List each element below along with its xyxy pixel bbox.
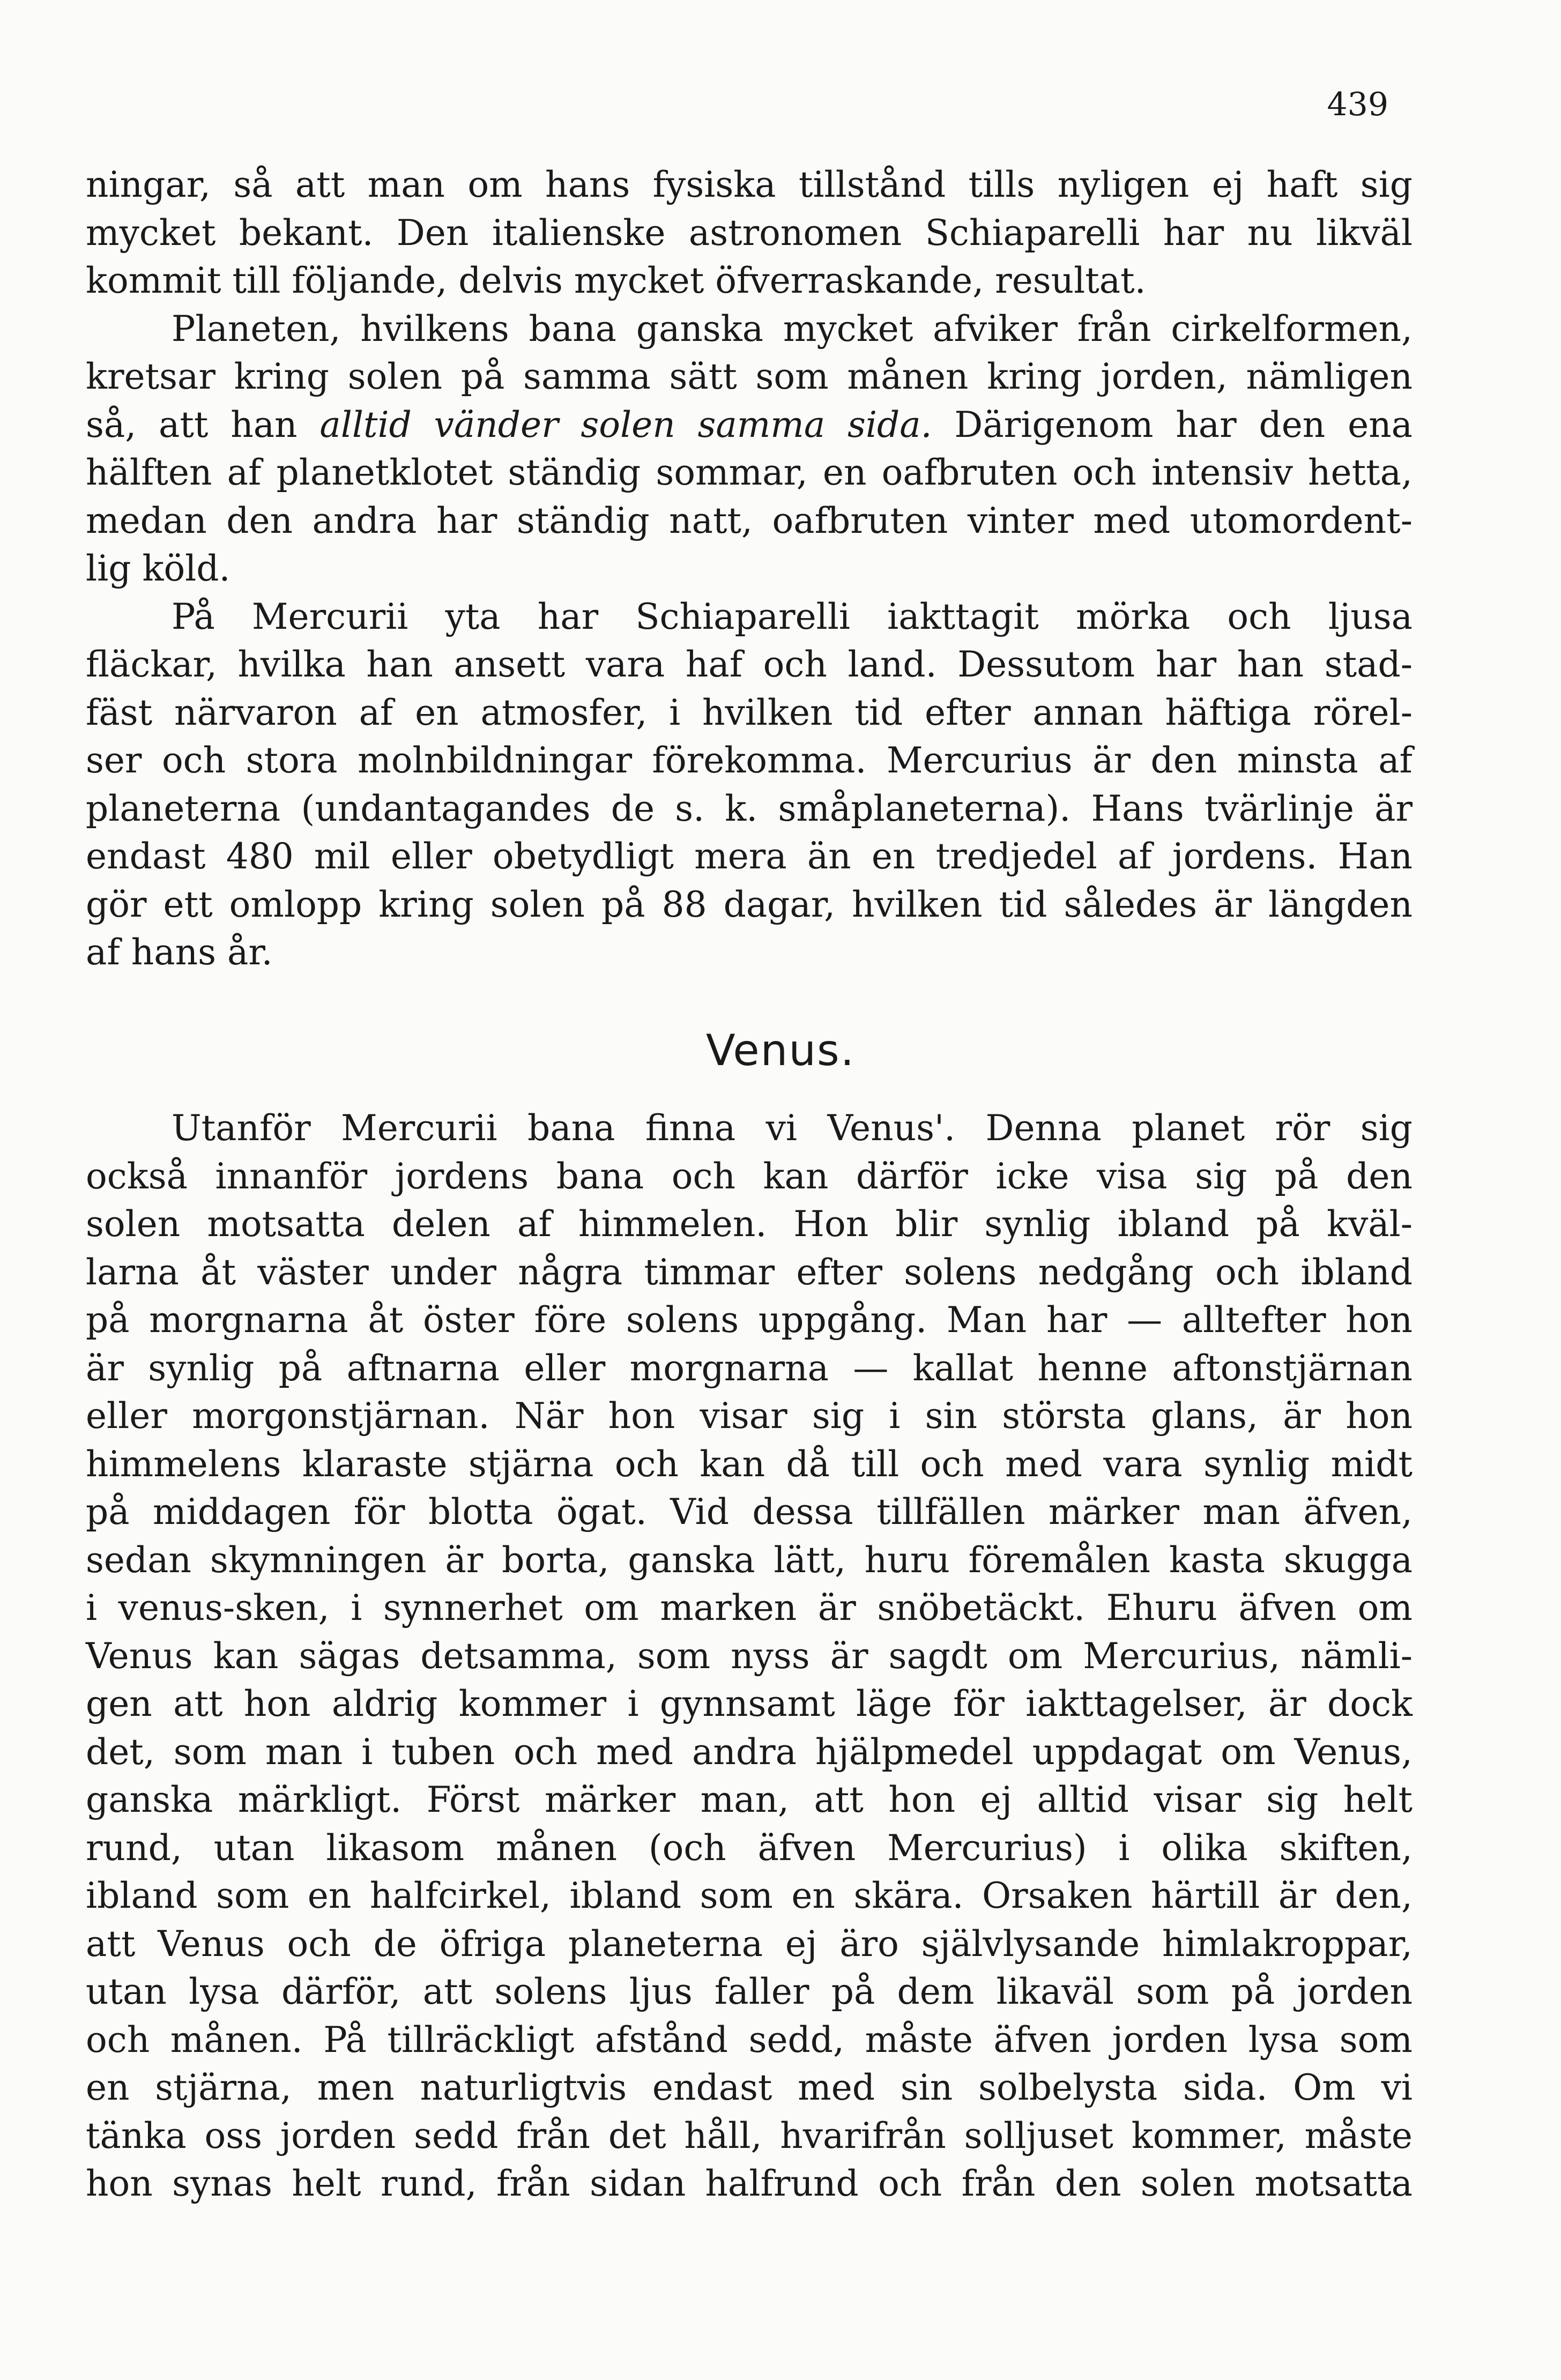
text-line: kommit till följande, delvis mycket öfverraskande, resultat. xyxy=(86,260,1146,301)
text-line: också innanför jordens bana och kan därför icke visa sig på den xyxy=(86,1155,1413,1197)
text-line: i venus-sken, i synnerhet om marken är snöbetäckt. Ehuru äfven om xyxy=(86,1587,1413,1628)
text-line: eller morgonstjärnan. När hon visar sig i sin största glans, är hon xyxy=(86,1395,1413,1437)
text-line: lig köld. xyxy=(86,548,231,589)
emphasized-phrase: alltid vänder solen samma sida. xyxy=(319,404,932,445)
text-line: hälften af planetklotet ständig sommar, en oafbruten och intensiv hetta, xyxy=(86,452,1413,493)
text-line: larna åt väster under några timmar efter solens nedgång och ibland xyxy=(86,1251,1413,1293)
text-line: fläckar, hvilka han ansett vara haf och land. Dessutom har han stad- xyxy=(86,644,1413,685)
text-line: hon synas helt rund, från sidan halfrund och från den solen motsatta xyxy=(86,2163,1413,2204)
text-line: det, som man i tuben och med andra hjälpmedel uppdagat om Venus, xyxy=(86,1731,1413,1773)
text-line: utan lysa därför, att solens ljus faller på dem likaväl som på jorden xyxy=(86,1971,1413,2012)
text-line: Utanför Mercurii bana finna vi Venus'. Denna planet rör sig xyxy=(172,1107,1413,1149)
text-line: ningar, så att man om hans fysiska tillstånd tills nyligen ej haft sig xyxy=(86,164,1413,205)
text-line: är synlig på aftnarna eller morgnarna — kallat henne aftonstjärnan xyxy=(86,1347,1413,1389)
text-line: mycket bekant. Den italienske astronomen Schiaparelli har nu likväl xyxy=(86,212,1413,254)
text-line: ganska märkligt. Först märker man, att hon ej alltid visar sig helt xyxy=(86,1779,1413,1820)
text-line: himmelens klaraste stjärna och kan då till och med vara synlig midt xyxy=(86,1443,1413,1485)
text-line: rund, utan likasom månen (och äfven Mercurius) i olika skiften, xyxy=(86,1827,1413,1869)
text-line: på morgnarna åt öster före solens uppgång. Man har — alltefter hon xyxy=(86,1299,1413,1341)
text-line: På Mercurii yta har Schiaparelli iakttagit mörka och ljusa xyxy=(172,596,1413,637)
text-line: af hans år. xyxy=(86,932,273,973)
text-line: ibland som en halfcirkel, ibland som en skära. Orsaken härtill är den, xyxy=(86,1875,1413,1916)
venus-text-block xyxy=(86,1104,1413,2208)
text-line: medan den andra har ständig natt, oafbruten vinter med utomordent- xyxy=(86,500,1413,541)
section-heading-venus: Venus. xyxy=(705,1025,856,1075)
text-line: solen motsatta delen af himmelen. Hon blir synlig ibland på kväl- xyxy=(86,1203,1413,1245)
text-line: gör ett omlopp kring solen på 88 dagar, hvilken tid således är längden xyxy=(86,883,1413,925)
text-line-mixed xyxy=(86,401,1413,449)
text-line: ser och stora molnbildningar förekomma. Mercurius är den minsta af xyxy=(86,740,1413,781)
text-line: Venus kan sägas detsamma, som nyss är sagdt om Mercurius, nämli- xyxy=(86,1635,1413,1677)
text-fragment: så, att han xyxy=(86,404,298,445)
text-line: planeterna (undantagandes de s. k. småplaneterna). Hans tvärlinje är xyxy=(86,787,1413,829)
text-line: tänka oss jorden sedd från det håll, hvarifrån solljuset kommer, måste xyxy=(86,2115,1413,2156)
page-number: 439 xyxy=(1327,86,1388,123)
text-line: och månen. På tillräckligt afstånd sedd, måste äfven jorden lysa som xyxy=(86,2019,1413,2061)
text-line: fäst närvaron af en atmosfer, i hvilken tid efter annan häftiga rörel- xyxy=(86,691,1413,733)
text-line: en stjärna, men naturligtvis endast med sin solbelysta sida. Om vi xyxy=(86,2067,1413,2108)
text-line: sedan skymningen är borta, ganska lätt, huru föremålen kasta skugga xyxy=(86,1539,1413,1581)
mercurius-text-block xyxy=(86,161,1413,977)
text-line: endast 480 mil eller obetydligt mera än en tredjedel af jordens. Han xyxy=(86,836,1413,877)
text-line: kretsar kring solen på samma sätt som månen kring jorden, nämligen xyxy=(86,356,1413,397)
text-line: att Venus och de öfriga planeterna ej äro självlysande himlakroppar, xyxy=(86,1923,1413,1965)
text-line: på middagen för blotta ögat. Vid dessa tillfällen märker man äfven, xyxy=(86,1491,1413,1533)
text-fragment: Därigenom har den ena xyxy=(954,404,1413,445)
text-line: Planeten, hvilkens bana ganska mycket afviker från cirkelformen, xyxy=(172,308,1413,349)
text-line: gen att hon aldrig kommer i gynnsamt läge för iakttagelser, är dock xyxy=(86,1683,1413,1724)
